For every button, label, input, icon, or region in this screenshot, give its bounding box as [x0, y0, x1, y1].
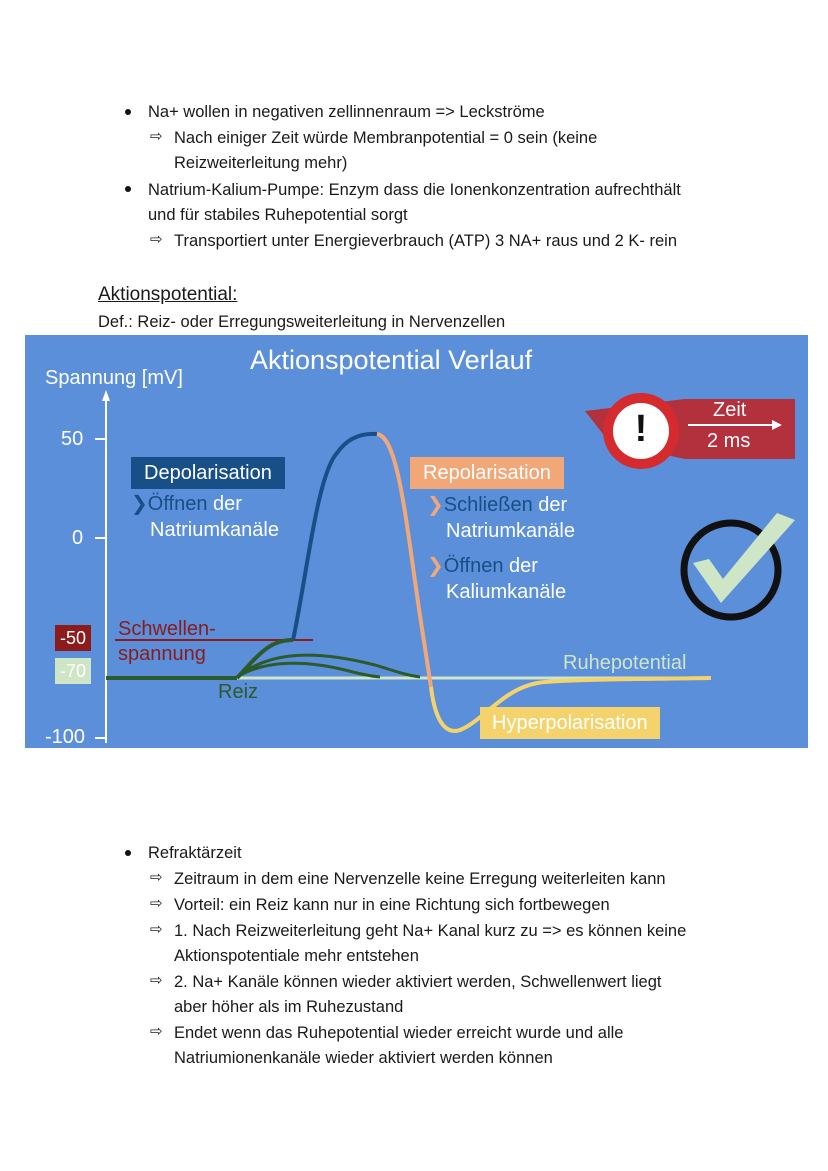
time-value: 2 ms — [707, 430, 751, 452]
y-axis-label: Spannung [mV] — [45, 367, 183, 389]
depolarisation-text: Natriumkanäle — [150, 519, 279, 541]
repolarisation-text — [427, 553, 538, 579]
y-axis-arrowhead — [102, 390, 110, 401]
bullet-text: Na+ wollen in negativen zellinnenraum => Leckströme — [148, 103, 545, 121]
threshold-label: Schwellen- — [118, 618, 216, 640]
tick-label-50: 50 — [61, 428, 84, 450]
action-potential-graph — [25, 335, 808, 748]
repolarisation-badge: Repolarisation — [410, 457, 564, 489]
stimulus-label: Reiz — [218, 681, 259, 703]
sub-bullet-text: 2. Na+ Kanäle können wieder aktiviert werden, Schwellenwert liegt — [174, 973, 662, 991]
depolarisation-badge: Depolarisation — [131, 457, 285, 489]
tick-label-0: 0 — [72, 527, 84, 549]
bullet-text: Refraktärzeit — [148, 844, 242, 862]
arrow-right-icon: ⇨ — [150, 869, 163, 886]
arrow-right-icon: ⇨ — [150, 128, 163, 145]
bullet-dot — [125, 850, 131, 856]
bullet-text: Natrium-Kalium-Pumpe: Enzym dass die Ionenkonzentration aufrechthält — [148, 181, 681, 199]
time-label: Zeit — [713, 399, 747, 421]
tick-label-minus-100: -100 — [45, 726, 86, 748]
chevron-right-icon: ❯ — [427, 494, 444, 516]
sub-bullet-text: Endet wenn das Ruhepotential wieder erreicht wurde und alle — [174, 1024, 624, 1042]
depolarisation-connector: der — [207, 493, 242, 515]
repolarisation-connector: der — [503, 555, 538, 577]
arrow-right-icon: ⇨ — [150, 972, 163, 989]
arrow-right-icon: ⇨ — [150, 895, 163, 912]
sub-bullet-text: Natriumionenkanäle wieder aktiviert werden können — [174, 1049, 553, 1067]
bullet-dot — [125, 109, 131, 115]
depolarisation-text — [131, 491, 242, 517]
sub-bullet-text: Nach einiger Zeit würde Membranpotential = 0 sein (keine — [174, 129, 598, 147]
figure-title: Aktionspotential Verlauf — [250, 345, 533, 375]
sub-bullet-text: Zeitraum in dem eine Nervenzelle keine Erregung weiterleiten kann — [174, 870, 666, 888]
badge-minus-50: -50 — [55, 625, 91, 651]
sub-bullet-text: aber höher als im Ruhezustand — [174, 998, 404, 1016]
arrow-right-icon: ⇨ — [150, 231, 163, 248]
resting-potential-label: Ruhepotential — [563, 652, 687, 674]
warning-icon: ! — [634, 408, 648, 450]
repolarisation-connector: der — [532, 494, 568, 516]
section-heading: Aktionspotential: — [98, 284, 238, 305]
sub-bullet-text: Transportiert unter Energieverbrauch (ATP) 3 NA+ raus und 2 K- rein — [174, 232, 678, 250]
bullet-dot — [125, 186, 131, 192]
bullet-text: und für stabiles Ruhepotential sorgt — [148, 206, 408, 224]
arrow-right-icon: ⇨ — [150, 921, 163, 938]
chevron-right-icon: ❯ — [131, 493, 148, 515]
depolarisation-curve — [293, 434, 377, 640]
repolarisation-text — [427, 492, 567, 518]
definition-text: Def.: Reiz- oder Erregungsweiterleitung in Nervenzellen — [98, 313, 506, 331]
repolarisation-text: Kaliumkanäle — [446, 581, 567, 603]
repolarisation-text: Natriumkanäle — [446, 520, 575, 542]
repolarisation-keyword: Schließen — [443, 494, 533, 516]
sub-bullet-text: Reizweiterleitung mehr) — [174, 154, 348, 172]
hyperpolarisation-badge: Hyperpolarisation — [480, 707, 660, 739]
badge-minus-70: -70 — [55, 658, 91, 684]
sub-bullet-text: Aktionspotentiale mehr entstehen — [174, 947, 419, 965]
sub-bullet-text: 1. Nach Reizweiterleitung geht Na+ Kanal kurz zu => es können keine — [174, 922, 687, 940]
arrow-right-icon: ⇨ — [150, 1023, 163, 1040]
repolarisation-keyword: Öffnen — [443, 555, 504, 577]
chevron-right-icon: ❯ — [427, 555, 444, 577]
sub-bullet-text: Vorteil: ein Reiz kann nur in eine Richtung sich fortbewegen — [174, 896, 610, 914]
threshold-label: spannung — [118, 643, 206, 665]
action-potential-figure — [25, 335, 808, 748]
depolarisation-keyword: Öffnen — [147, 493, 208, 515]
